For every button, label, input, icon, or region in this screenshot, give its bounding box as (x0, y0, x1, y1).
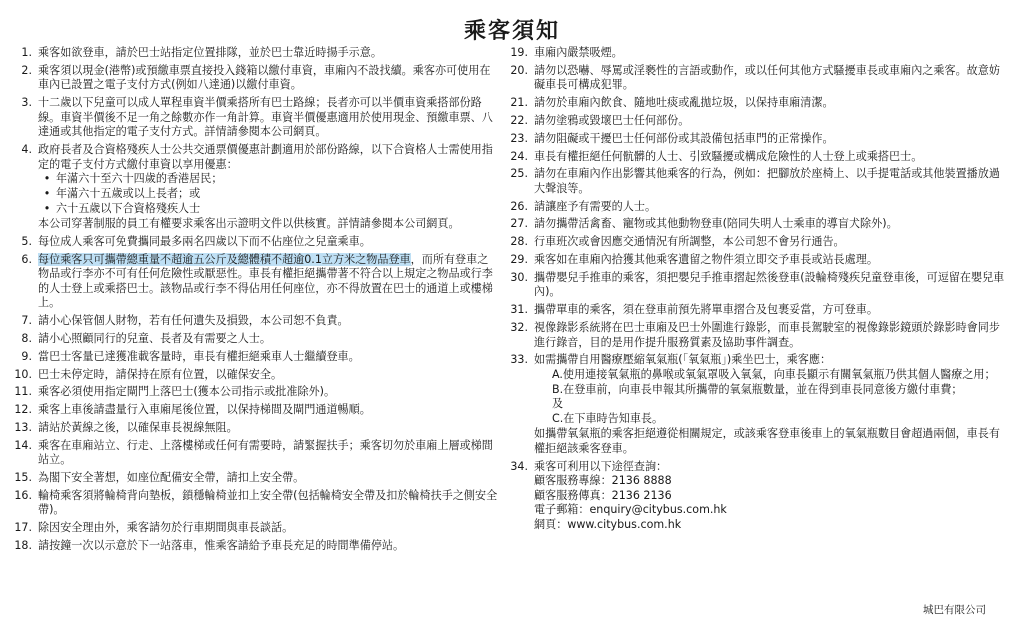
sub-item: A.使用連接氧氣瓶的鼻喉或氧氣罩吸入氧氣，向車長顯示有關氧氣瓶乃供其個人醫療之用； (552, 367, 996, 381)
item-number: 21. (510, 96, 528, 110)
notice-item (508, 460, 1008, 533)
item-number: 7. (21, 314, 32, 328)
notice-item (12, 96, 498, 140)
notice-item (12, 64, 498, 93)
item-number: 20. (510, 63, 528, 77)
item-text: 為閣下安全著想，如座位配備安全帶，請扣上安全帶。 (38, 471, 305, 485)
item-number: 13. (14, 420, 32, 434)
item-body (38, 143, 498, 232)
item-number: 9. (21, 349, 32, 363)
item-number: 3. (21, 96, 32, 110)
sub-item: B.在登車前，向車長申報其所攜帶的氧氣瓶數量，並在得到車長同意後方繳付車費； (552, 382, 963, 396)
item-body (38, 439, 498, 468)
item-number: 32. (510, 320, 528, 334)
item-body (38, 350, 498, 365)
contact-line: 網頁：www.citybus.com.hk (534, 518, 682, 532)
item-body (534, 150, 1008, 165)
item-number: 14. (14, 438, 32, 452)
item-text: 除因安全理由外，乘客請勿於行車期間與車長談話。 (38, 521, 294, 535)
item-number: 16. (14, 488, 32, 502)
notice-item (12, 403, 498, 418)
item-text: 輪椅乘客須將輪椅背向墊板，鎖穩輪椅並扣上安全帶(包括輪椅安全帶及扣於輪椅扶手之側安全帶)。 (38, 488, 498, 517)
notice-column-left (12, 46, 498, 557)
item-text: 請勿攜帶活禽畜、寵物或其他動物登車(陪同失明人士乘車的導盲犬除外)。 (534, 217, 898, 231)
item-body (534, 46, 1008, 61)
bullet-item (38, 187, 498, 202)
item-number: 1. (21, 46, 32, 59)
item-text: 乘客上車後請盡量行入車廂尾後位置，以保持梯間及閘門通道暢順。 (38, 403, 371, 417)
item-body (38, 314, 498, 329)
bullet-item (38, 172, 498, 187)
item-body (534, 303, 1008, 318)
sub-item: C.在下車時告知車長。 (552, 411, 664, 425)
item-text: 攜帶單車的乘客，須在登車前預先將單車摺合及包裹妥當，方可登車。 (534, 303, 878, 317)
item-text: 乘客在車廂站立、行走、上落樓梯或任何有需要時，請緊握扶手；乘客切勿於車廂上層或梯間站立。 (38, 438, 493, 467)
notice-item (12, 368, 498, 383)
item-body (534, 460, 1008, 533)
item-number: 22. (510, 113, 528, 127)
item-number: 11. (14, 385, 32, 399)
item-body (38, 64, 498, 93)
item-text: 乘客可利用以下途徑查詢： (534, 459, 668, 473)
bullet-dot: • (43, 186, 51, 200)
item-text: ，而所有登車之物品或行李亦不可有任何危險性或厭惡性。車長有權拒絕攜帶著不符合以上規定之物品或行李的人士登上或乘搭巴士。該物品或行李不得佔用任何座位，亦不得放置在巴士的通道上或樓梯上。 (38, 252, 493, 310)
notice-item (508, 96, 1008, 111)
item-body (38, 489, 498, 518)
item-text: 乘客如在車廂內拾獲其他乘客遺留之物件須立即交予車長或站長處理。 (534, 253, 878, 266)
item-number: 6. (21, 252, 32, 266)
item-body (534, 353, 1008, 456)
item-text: 請小心保管個人財物，若有任何遺失及損毀，本公司恕不負責。 (38, 314, 349, 328)
notice-item (508, 132, 1008, 147)
contact-line: 顧客服務傳真：2136 2136 (534, 488, 672, 502)
item-body (38, 403, 498, 418)
item-body (38, 96, 498, 140)
item-number: 34. (510, 459, 528, 473)
item-number: 18. (14, 539, 32, 552)
item-text: 視像錄影系統將在巴士車廂及巴士外圍進行錄影，而車長駕駛室的視像錄影鏡頭於錄影時會同步進行錄音，目的是用作提升服務質素及協助事件調查。 (534, 320, 1000, 349)
notice-item (12, 471, 498, 486)
notice-item (12, 253, 498, 311)
item-body (534, 321, 1008, 350)
item-body (38, 385, 498, 400)
item-text: 乘客須以現金(港幣)或預繳車票直接投入錢箱以繳付車資，車廂內不設找續。乘客亦可使用在車內已設置之電子支付方式(例如八達通)以繳付車資。 (38, 63, 491, 92)
item-text: 每位成人乘客可免費攜同最多兩名四歲以下而不佔座位之兒童乘車。 (38, 234, 371, 248)
notice-item (508, 64, 1008, 93)
bullet-text: 年滿六十至六十四歲的香港居民； (56, 172, 223, 186)
notice-item (12, 314, 498, 329)
item-number: 31. (510, 303, 528, 317)
bullet-item (38, 202, 498, 217)
notice-item (508, 271, 1008, 300)
notice-item (12, 489, 498, 518)
notice-item (12, 46, 498, 61)
notice-item (12, 385, 498, 400)
item-number: 28. (510, 235, 528, 249)
item-text: 請勿以恐嚇、辱罵或淫褻性的言語或動作，或以任何其他方式騷擾車長或車廂內之乘客。故意妨礙車長可構成犯罪。 (534, 63, 1000, 92)
item-text: 車廂內嚴禁吸煙。 (534, 46, 623, 59)
notice-item (508, 200, 1008, 215)
item-number: 12. (14, 403, 32, 417)
item-note: 如攜帶氧氣瓶的乘客拒絕遵從相關規定，或該乘客登車後車上的氧氣瓶數目會超過兩個，車長有權拒絕該乘客登車。 (534, 427, 1000, 455)
item-text: 乘客必須使用指定閘門上落巴士(獲本公司指示或批准除外)。 (38, 385, 336, 399)
sub-item: 及 (552, 397, 564, 411)
notice-item (508, 303, 1008, 318)
notice-item (508, 114, 1008, 129)
item-body (534, 64, 1008, 93)
company-name: 城巴有限公司 (923, 604, 986, 616)
notice-item (12, 143, 498, 232)
notice-item (508, 321, 1008, 350)
item-body (38, 521, 498, 536)
item-number: 15. (14, 471, 32, 485)
item-body (38, 46, 498, 61)
item-body (534, 253, 1008, 268)
item-body (38, 253, 498, 311)
notice-item (12, 350, 498, 365)
item-text: 行車班次或會因應交通情況有所調整，本公司恕不會另行通告。 (534, 235, 845, 249)
notice-item (508, 46, 1008, 61)
item-number: 26. (510, 199, 528, 213)
notice-item (508, 217, 1008, 232)
contact-line: 顧客服務專線：2136 8888 (534, 474, 672, 488)
item-text: 請站於黃線之後，以確保車長視線無阻。 (38, 420, 238, 434)
bullet-text: 年滿六十五歲或以上長者；或 (56, 186, 201, 200)
notice-item (508, 253, 1008, 268)
bullet-text: 六十五歲以下合資格殘疾人士 (56, 201, 201, 215)
item-text: 當巴士客量已達獲准載客量時，車長有權拒絕乘車人士繼續登車。 (38, 349, 360, 363)
item-number: 2. (21, 63, 32, 77)
item-body (534, 96, 1008, 111)
item-body (38, 421, 498, 436)
item-number: 17. (14, 521, 32, 535)
item-note: 本公司穿著制服的員工有權要求乘客出示證明文件以供核實。詳情請參閱本公司網頁。 (38, 217, 460, 231)
notice-item (12, 439, 498, 468)
item-number: 25. (510, 167, 528, 181)
item-body (38, 471, 498, 486)
item-body (534, 167, 1008, 196)
item-text: 請勿塗鴉或毀壞巴士任何部份。 (534, 113, 690, 127)
item-text: 車長有權拒絕任何骯髒的人士、引致騷擾或構成危險性的人士登上或乘搭巴士。 (534, 149, 923, 163)
item-text: 十二歲以下兒童可以成人單程車資半價乘搭所有巴士路線；長者亦可以半價車資乘搭部份路線。車資半價後不足一角之餘數亦作一角計算。車資半價優惠適用於使用現金、預繳車票、八達通或其他指定的電子支付方式。詳情請參閱本公司網頁。 (38, 96, 493, 139)
notice-item (12, 332, 498, 347)
notice-item (12, 235, 498, 250)
item-body (38, 368, 498, 383)
page-title: 乘客須知 (463, 19, 560, 44)
item-text: 請勿在車廂內作出影響其他乘客的行為，例如：把腳放於座椅上、以手提電話或其他裝置播放過大聲浪等。 (534, 167, 1000, 195)
item-number: 29. (510, 253, 528, 266)
item-text: 請小心照顧同行的兒童、長者及有需要之人士。 (38, 332, 271, 345)
item-body (534, 235, 1008, 250)
notice-item (508, 150, 1008, 165)
bullet-dot: • (43, 201, 51, 215)
item-text: 攜帶嬰兒手推車的乘客，須把嬰兒手推車摺起然後登車(設輪椅殘疾兒童登車後，可逗留在嬰兒車內)。 (534, 270, 1005, 299)
item-body (38, 235, 498, 250)
notice-item (508, 353, 1008, 456)
notice-item (12, 521, 498, 536)
item-text: 請勿於車廂內飲食、隨地吐痰或亂拋垃圾，以保持車廂清潔。 (534, 96, 834, 110)
item-text: 乘客如欲登車，請於巴士站指定位置排隊，並於巴士靠近時揚手示意。 (38, 46, 382, 59)
notice-column-right (508, 46, 1008, 536)
item-body (534, 200, 1008, 215)
bullet-dot: • (43, 172, 51, 186)
contact-line: 電子郵箱：enquiry@citybus.com.hk (534, 503, 727, 517)
notice-item (12, 539, 498, 554)
notice-item (12, 421, 498, 436)
notice-item (508, 167, 1008, 196)
item-text: 如需攜帶自用醫療壓縮氧氣瓶(「氧氣瓶」)乘坐巴士，乘客應： (534, 353, 832, 367)
item-body (534, 271, 1008, 300)
item-body (534, 217, 1008, 232)
item-number: 27. (510, 217, 528, 231)
item-number: 24. (510, 149, 528, 163)
notice-item (508, 235, 1008, 250)
item-body (38, 539, 498, 554)
item-number: 5. (21, 234, 32, 248)
item-text: 巴士未停定時，請保持在原有位置，以確保安全。 (38, 367, 283, 381)
item-number: 8. (21, 332, 32, 345)
item-body (38, 332, 498, 347)
item-number: 30. (510, 270, 528, 284)
item-body (534, 132, 1008, 147)
item-number: 33. (510, 353, 528, 367)
item-text: 請按鐘一次以示意於下一站落車，惟乘客請給予車長充足的時間準備停站。 (38, 539, 405, 552)
item-text: 請讓座予有需要的人士。 (534, 199, 657, 213)
item-text: 政府長者及合資格殘疾人士公共交通票價優惠計劃適用於部份路線，以下合資格人士需使用指定的電子支付方式繳付車資以享用優惠： (38, 143, 493, 171)
highlighted-text: 每位乘客只可攜帶總重量不超逾五公斤及總體積不超逾0.1立方米之物品登車 (38, 252, 411, 266)
item-body (534, 114, 1008, 129)
item-number: 23. (510, 131, 528, 145)
item-text: 請勿阻礙或干擾巴士任何部份或其設備包括車門的正常操作。 (534, 131, 834, 145)
item-number: 10. (14, 367, 32, 381)
item-number: 19. (510, 46, 528, 59)
item-number: 4. (21, 143, 32, 157)
